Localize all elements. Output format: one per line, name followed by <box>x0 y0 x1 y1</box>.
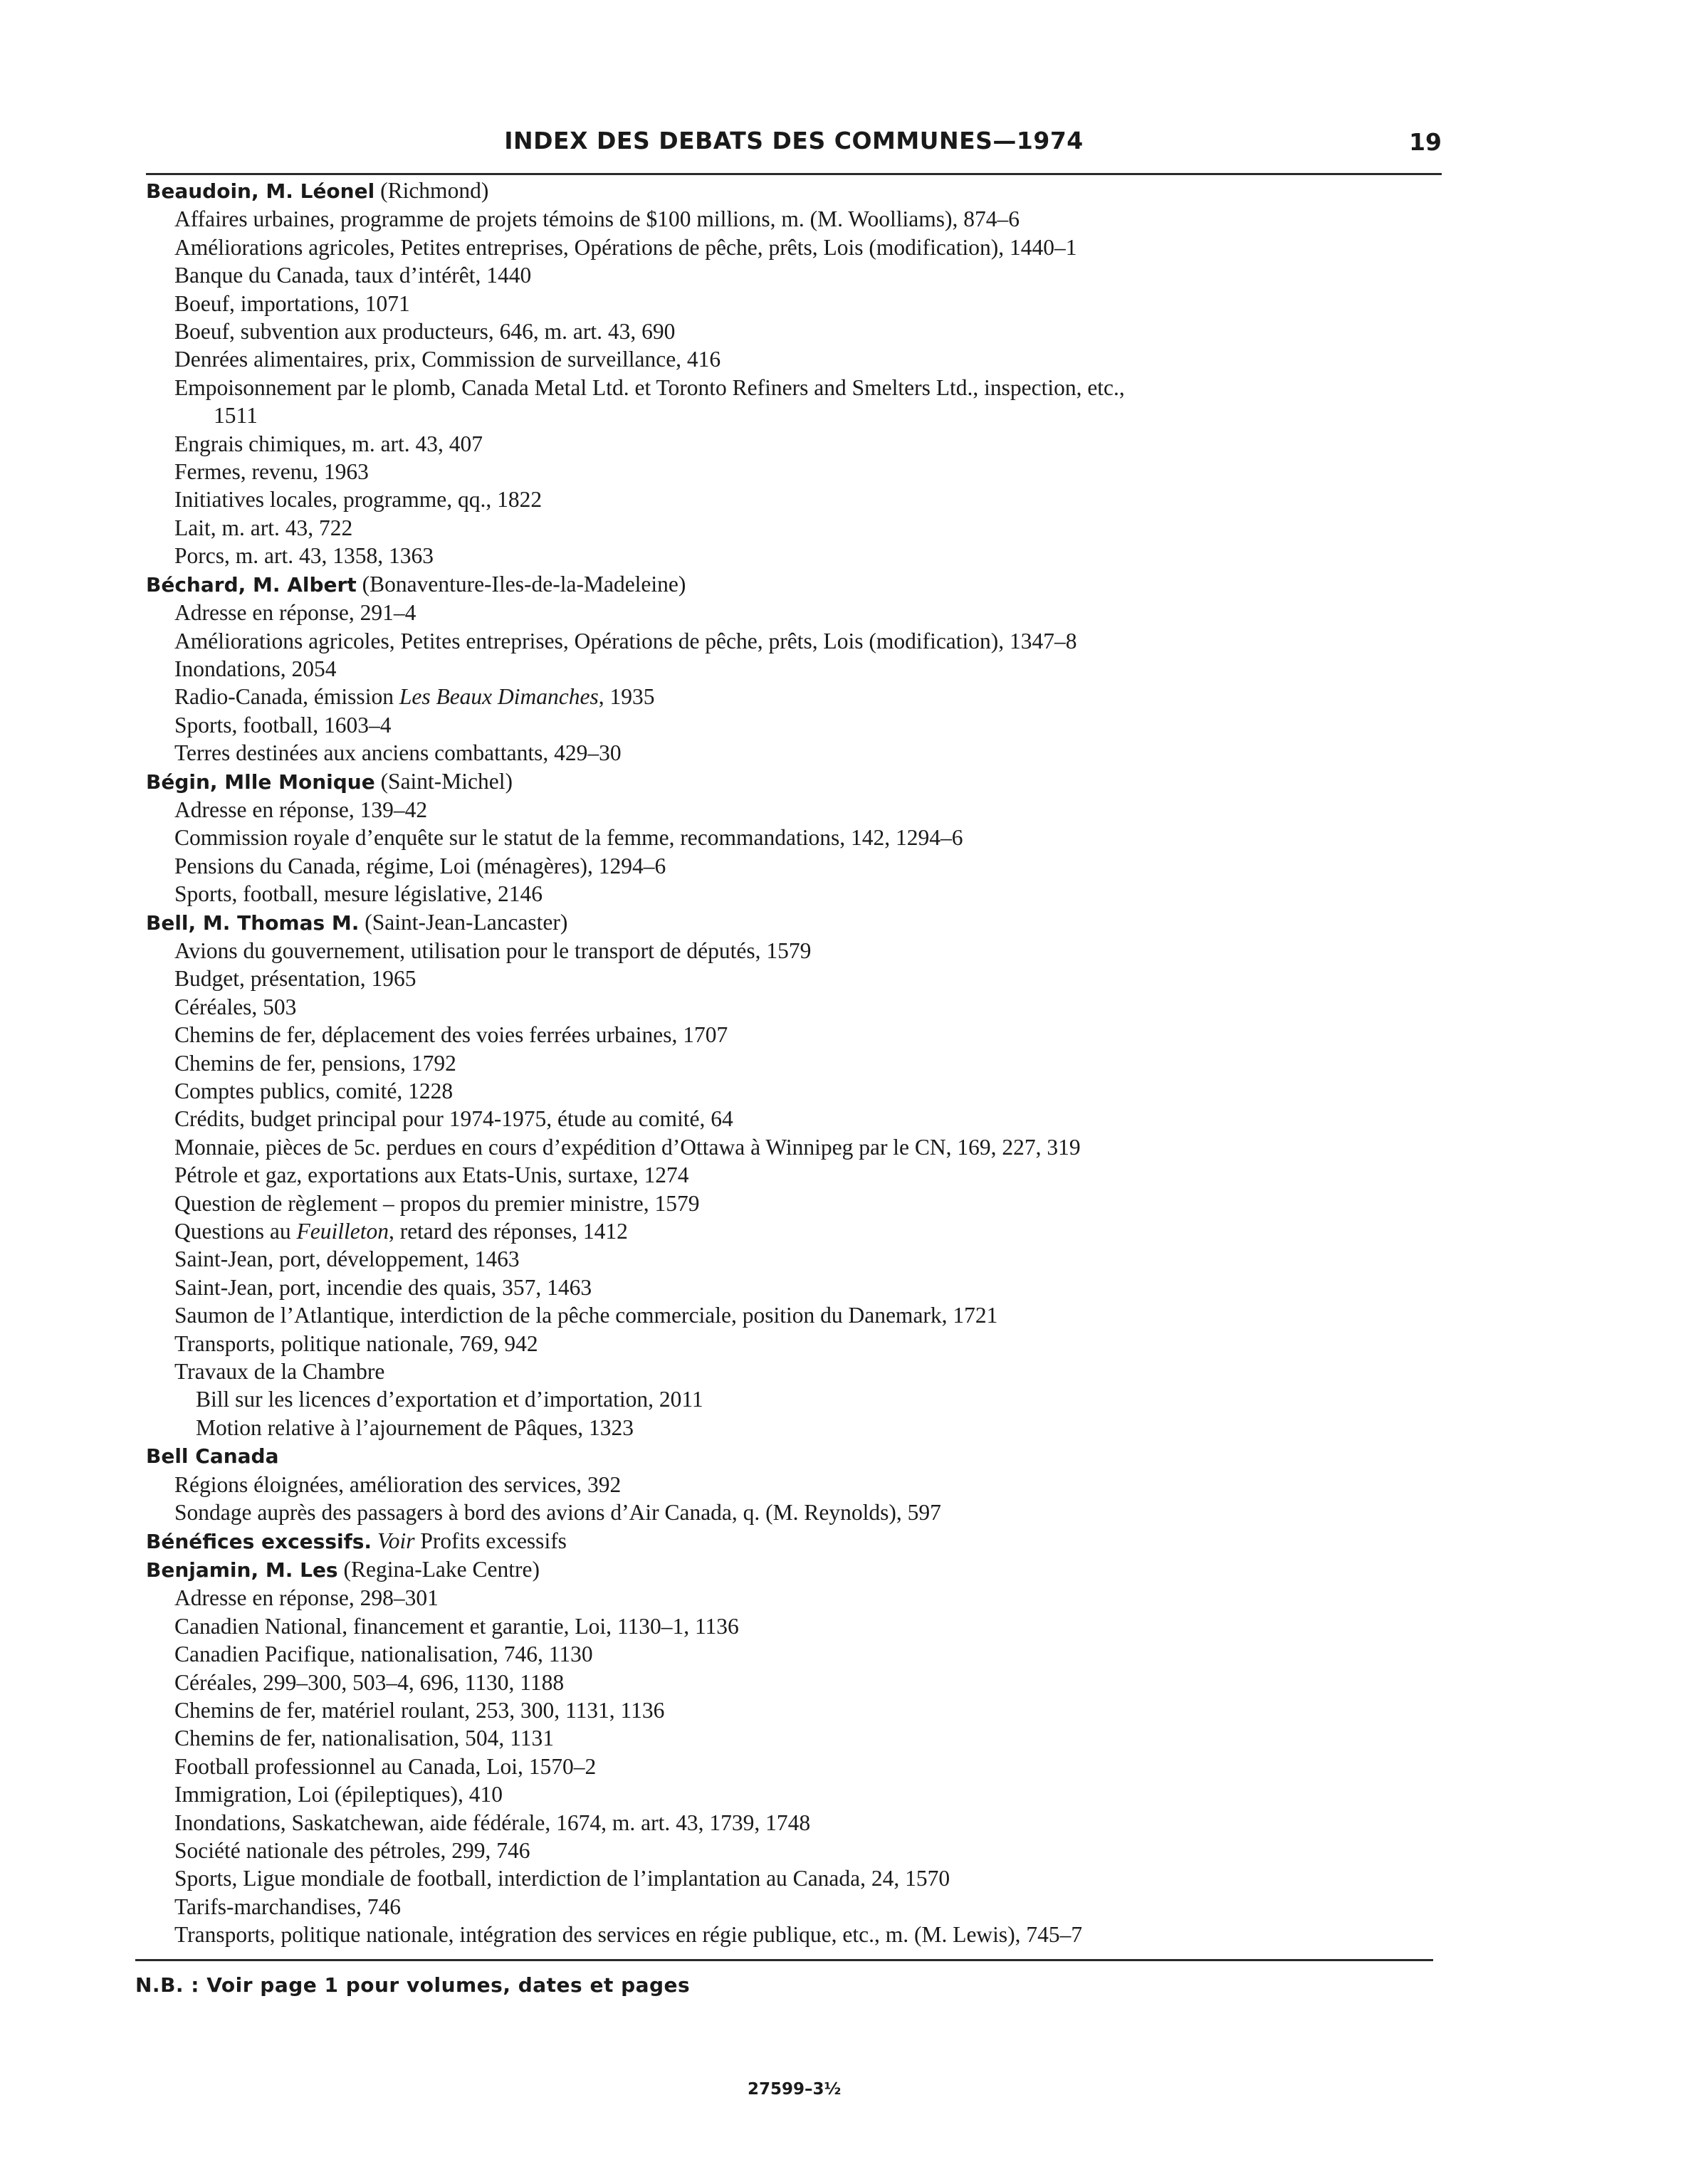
index-subentry: Adresse en réponse, 291–4 <box>174 600 416 626</box>
heading-name: Béchard, M. Albert <box>146 572 357 597</box>
italic-title: Les Beaux Dimanches <box>399 684 599 710</box>
index-subentry: Terres destinées aux anciens combattants, 429–30 <box>174 740 622 766</box>
heading-riding: (Regina-Lake Centre) <box>337 1556 540 1582</box>
index-subentry: Adresse en réponse, 298–301 <box>174 1585 439 1611</box>
index-heading <box>146 177 1449 205</box>
index-subentry: Monnaie, pièces de 5c. perdues en cours d’expédition d’Ottawa à Winnipeg par le CN, 169, 227, 319 <box>174 1134 1081 1160</box>
index-subentry: Denrées alimentaires, prix, Commission de surveillance, 416 <box>174 347 721 372</box>
index-subentry: Budget, présentation, 1965 <box>174 966 416 992</box>
index-subentry: Régions éloignées, amélioration des services, 392 <box>174 1471 622 1497</box>
index-heading <box>146 1442 1449 1470</box>
index-subentry: Boeuf, subvention aux producteurs, 646, m. art. 43, 690 <box>174 319 676 345</box>
print-code: 27599–3½ <box>748 2080 842 2099</box>
heading-name: Bell, M. Thomas M. <box>146 910 360 935</box>
index-subentry: Saint-Jean, port, incendie des quais, 357, 1463 <box>174 1274 592 1300</box>
index-subentry: Chemins de fer, matériel roulant, 253, 300, 1131, 1136 <box>174 1697 665 1723</box>
index-subentry: Améliorations agricoles, Petites entreprises, Opérations de pêche, prêts, Lois (modification), 1347–8 <box>174 628 1077 653</box>
index-subentry: Céréales, 299–300, 503–4, 696, 1130, 1188 <box>174 1669 565 1695</box>
index-subentry: Transports, politique nationale, 769, 942 <box>174 1330 538 1356</box>
heading-name: Bégin, Mlle Monique <box>146 770 375 794</box>
index-subentry: Chemins de fer, déplacement des voies ferrées urbaines, 1707 <box>174 1022 728 1048</box>
index-heading <box>146 908 1449 937</box>
index-subentry: Chemins de fer, pensions, 1792 <box>174 1050 456 1076</box>
index-subentry: Avions du gouvernement, utilisation pour le transport de députés, 1579 <box>174 938 812 963</box>
index-subentry: Travaux de la Chambre <box>174 1359 385 1385</box>
index-subentry: Inondations, 2054 <box>174 656 337 681</box>
index-subentry: Comptes publics, comité, 1228 <box>174 1078 454 1103</box>
italic-title: Feuilleton <box>296 1219 389 1244</box>
page-header <box>146 120 1442 169</box>
cross-reference-voir: Voir <box>372 1528 415 1553</box>
index-subsubentry: Motion relative à l’ajournement de Pâques, 1323 <box>196 1414 634 1440</box>
index-subentry: Initiatives locales, programme, qq., 1822 <box>174 487 543 513</box>
index-subentry: Crédits, budget principal pour 1974-1975, étude au comité, 64 <box>174 1106 733 1132</box>
index-subentry: Saumon de l’Atlantique, interdiction de la pêche commerciale, position du Danemark, 1721 <box>174 1303 998 1328</box>
cross-reference-target: Profits excessifs <box>414 1528 567 1553</box>
index-subentry: Sondage auprès des passagers à bord des avions d’Air Canada, q. (M. Reynolds), 597 <box>174 1500 941 1526</box>
index-subentry: Canadien National, financement et garantie, Loi, 1130–1, 1136 <box>174 1613 739 1639</box>
heading-riding: (Bonaventure-Iles-de-la-Madeleine) <box>356 571 686 597</box>
page-title: INDEX DES DEBATS DES COMMUNES—1974 <box>504 127 1084 154</box>
heading-riding: (Richmond) <box>374 178 489 203</box>
index-subentry: Lait, m. art. 43, 722 <box>174 515 353 540</box>
index-subentry: Chemins de fer, nationalisation, 504, 1131 <box>174 1726 554 1751</box>
index-subentry: Pensions du Canada, régime, Loi (ménagères), 1294–6 <box>174 853 666 878</box>
index-heading <box>146 767 1449 796</box>
index-subentry: Sports, football, 1603–4 <box>174 712 392 737</box>
index-subentry: Sports, Ligue mondiale de football, interdiction de l’implantation au Canada, 24, 1570 <box>174 1866 950 1891</box>
page-number: 19 <box>1409 128 1442 156</box>
index-subentry: Société nationale des pétroles, 299, 746 <box>174 1837 530 1863</box>
index-subentry: Saint-Jean, port, développement, 1463 <box>174 1246 520 1272</box>
heading-name: Bell Canada <box>146 1444 279 1469</box>
footer-divider <box>135 1959 1433 1961</box>
index-subsubentry: Bill sur les licences d’exportation et d’importation, 2011 <box>196 1387 703 1412</box>
index-subentry: Questions au Feuilleton, retard des réponses, 1412 <box>174 1219 628 1244</box>
index-subentry: Football professionnel au Canada, Loi, 1570–2 <box>174 1753 597 1779</box>
heading-name: Beaudoin, M. Léonel <box>146 179 375 203</box>
heading-riding: (Saint-Michel) <box>374 768 513 794</box>
index-subentry: Canadien Pacifique, nationalisation, 746, 1130 <box>174 1642 593 1667</box>
index-subentry: Engrais chimiques, m. art. 43, 407 <box>174 431 483 456</box>
index-subentry: Tarifs-marchandises, 746 <box>174 1894 401 1919</box>
index-subentry: Fermes, revenu, 1963 <box>174 459 369 485</box>
index-subentry: Transports, politique nationale, intégration des services en régie publique, etc., m. (M. Lewis), 745–7 <box>174 1922 1083 1948</box>
index-heading <box>146 1555 1449 1584</box>
index-subentry: Améliorations agricoles, Petites entreprises, Opérations de pêche, prêts, Lois (modification), 1440–1 <box>174 234 1077 260</box>
index-subentry: Sports, football, mesure législative, 2146 <box>174 881 543 907</box>
index-heading <box>146 570 1449 599</box>
index-subentry: Boeuf, importations, 1071 <box>174 290 410 316</box>
footer-note: N.B. : Voir page 1 pour volumes, dates et pages <box>135 1973 691 1997</box>
index-subentry: Inondations, Saskatchewan, aide fédérale, 1674, m. art. 43, 1739, 1748 <box>174 1810 811 1835</box>
index-subentry: Affaires urbaines, programme de projets témoins de $100 millions, m. (M. Woolliams), 874–6 <box>174 206 1020 232</box>
index-subentry: Céréales, 503 <box>174 994 297 1019</box>
index-subentry-continuation: 1511 <box>214 403 258 429</box>
heading-name: Bénéfices excessifs. <box>146 1529 372 1553</box>
heading-riding: (Saint-Jean-Lancaster) <box>359 909 568 935</box>
index-subentry: Pétrole et gaz, exportations aux Etats-Unis, surtaxe, 1274 <box>174 1162 689 1188</box>
index-list <box>146 177 1449 1949</box>
index-subentry: Radio-Canada, émission Les Beaux Dimanches, 1935 <box>174 684 655 710</box>
heading-name: Benjamin, M. Les <box>146 1558 338 1582</box>
index-subentry: Question de règlement – propos du premier ministre, 1579 <box>174 1190 700 1216</box>
index-heading <box>146 1527 1449 1555</box>
index-subentry: Empoisonnement par le plomb, Canada Metal Ltd. et Toronto Refiners and Smelters Ltd., inspection, etc., <box>174 374 1125 400</box>
header-divider <box>146 173 1442 175</box>
index-subentry: Banque du Canada, taux d’intérêt, 1440 <box>174 263 532 288</box>
index-subentry: Commission royale d’enquête sur le statut de la femme, recommandations, 142, 1294–6 <box>174 825 963 851</box>
index-subentry: Porcs, m. art. 43, 1358, 1363 <box>174 543 434 569</box>
index-subentry: Immigration, Loi (épileptiques), 410 <box>174 1782 503 1807</box>
index-subentry: Adresse en réponse, 139–42 <box>174 797 428 822</box>
